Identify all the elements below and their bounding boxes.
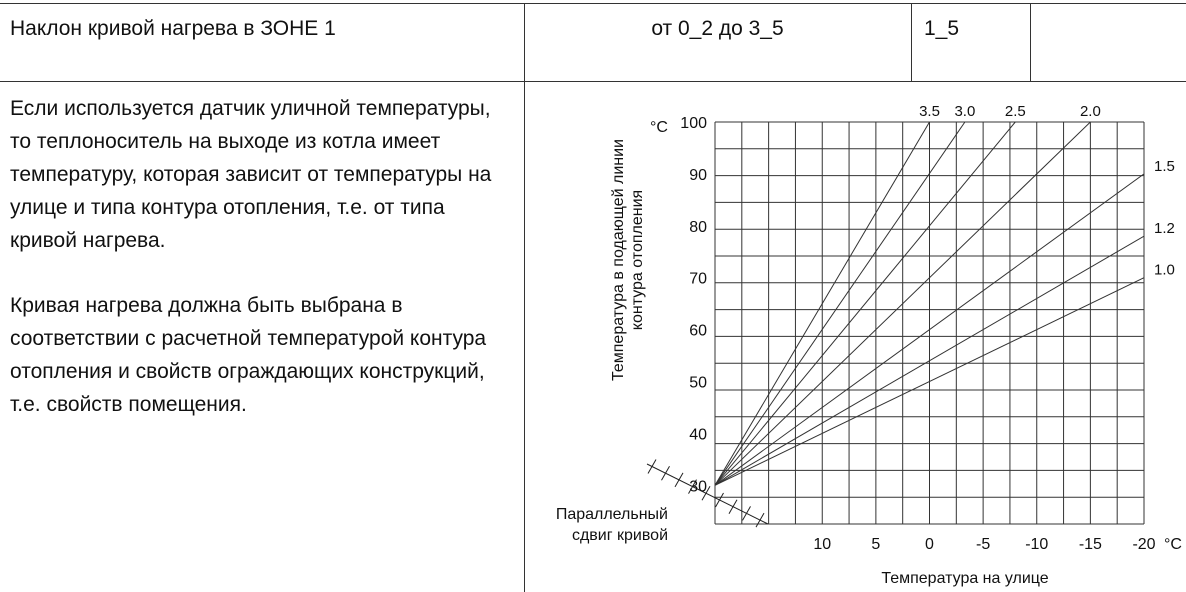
shift-label: сдвиг кривой [571, 527, 668, 544]
x-tick-label: -10 [1025, 536, 1049, 553]
x-tick-label: 10 [813, 536, 832, 553]
x-axis-label: Температура на улице [881, 570, 1049, 587]
chart-grid [715, 122, 1144, 524]
shift-axis-tick [729, 500, 737, 514]
x-tick-label: 5 [871, 536, 881, 553]
y-axis-label: Температура в подающей линии [610, 139, 627, 381]
y-unit-label: °C [650, 119, 668, 136]
y-tick-label: 80 [689, 218, 707, 236]
y-tick-label: 30 [689, 478, 707, 496]
y-tick-label: 90 [689, 166, 707, 184]
x-unit-label: °C [1164, 536, 1182, 553]
curve-label: 1.5 [1154, 157, 1175, 175]
y-tick-label: 50 [689, 374, 707, 392]
y-tick-label: 60 [689, 322, 707, 340]
y-axis-label: контура отопления [629, 189, 646, 331]
shift-label: Параллельный [555, 506, 668, 523]
x-tick-label: 0 [925, 536, 934, 553]
description-paragraph-2: Кривая нагрева должна быть выбрана в соответствии с расчетной температурой контура отопления и свойств ограждающих конструкций, т.е. свойств помещения. [10, 294, 487, 416]
y-tick-label: 70 [689, 270, 707, 288]
y-tick-label: 100 [680, 115, 707, 132]
parameter-range: от 0_2 до 3_5 [651, 17, 784, 40]
x-tick-label: -20 [1132, 536, 1156, 553]
parameter-name: Наклон кривой нагрева в ЗОНЕ 1 [10, 17, 336, 40]
shift-axis-tick [743, 506, 751, 520]
shift-axis-tick [675, 473, 683, 487]
curve-label: 1.2 [1154, 220, 1175, 238]
curve-label: 2.5 [1004, 103, 1026, 120]
x-tick-label: -15 [1078, 536, 1102, 553]
shift-axis-tick [662, 466, 670, 480]
parameter-default: 1_5 [924, 17, 960, 40]
curve-label: 2.0 [1079, 103, 1101, 120]
heating-curve-2.5 [715, 122, 1015, 485]
shift-axis-tick [648, 460, 656, 474]
description-paragraph-1: Если используется датчик уличной температуры, то теплоноситель на выходе из котла имеет температуру, которая зависит от температуры на улице и типа контура отопления, т.е. от типа кривой нагрева. [10, 97, 492, 252]
curve-label: 3.5 [919, 103, 940, 120]
curve-label: 1.0 [1154, 261, 1175, 279]
heating-curve-3.0 [715, 122, 965, 485]
shift-axis-tick [756, 513, 764, 527]
shift-axis-tick [716, 493, 724, 507]
x-tick-label: -5 [976, 536, 991, 553]
curve-label: 3.0 [954, 103, 976, 120]
y-tick-label: 40 [689, 426, 707, 444]
